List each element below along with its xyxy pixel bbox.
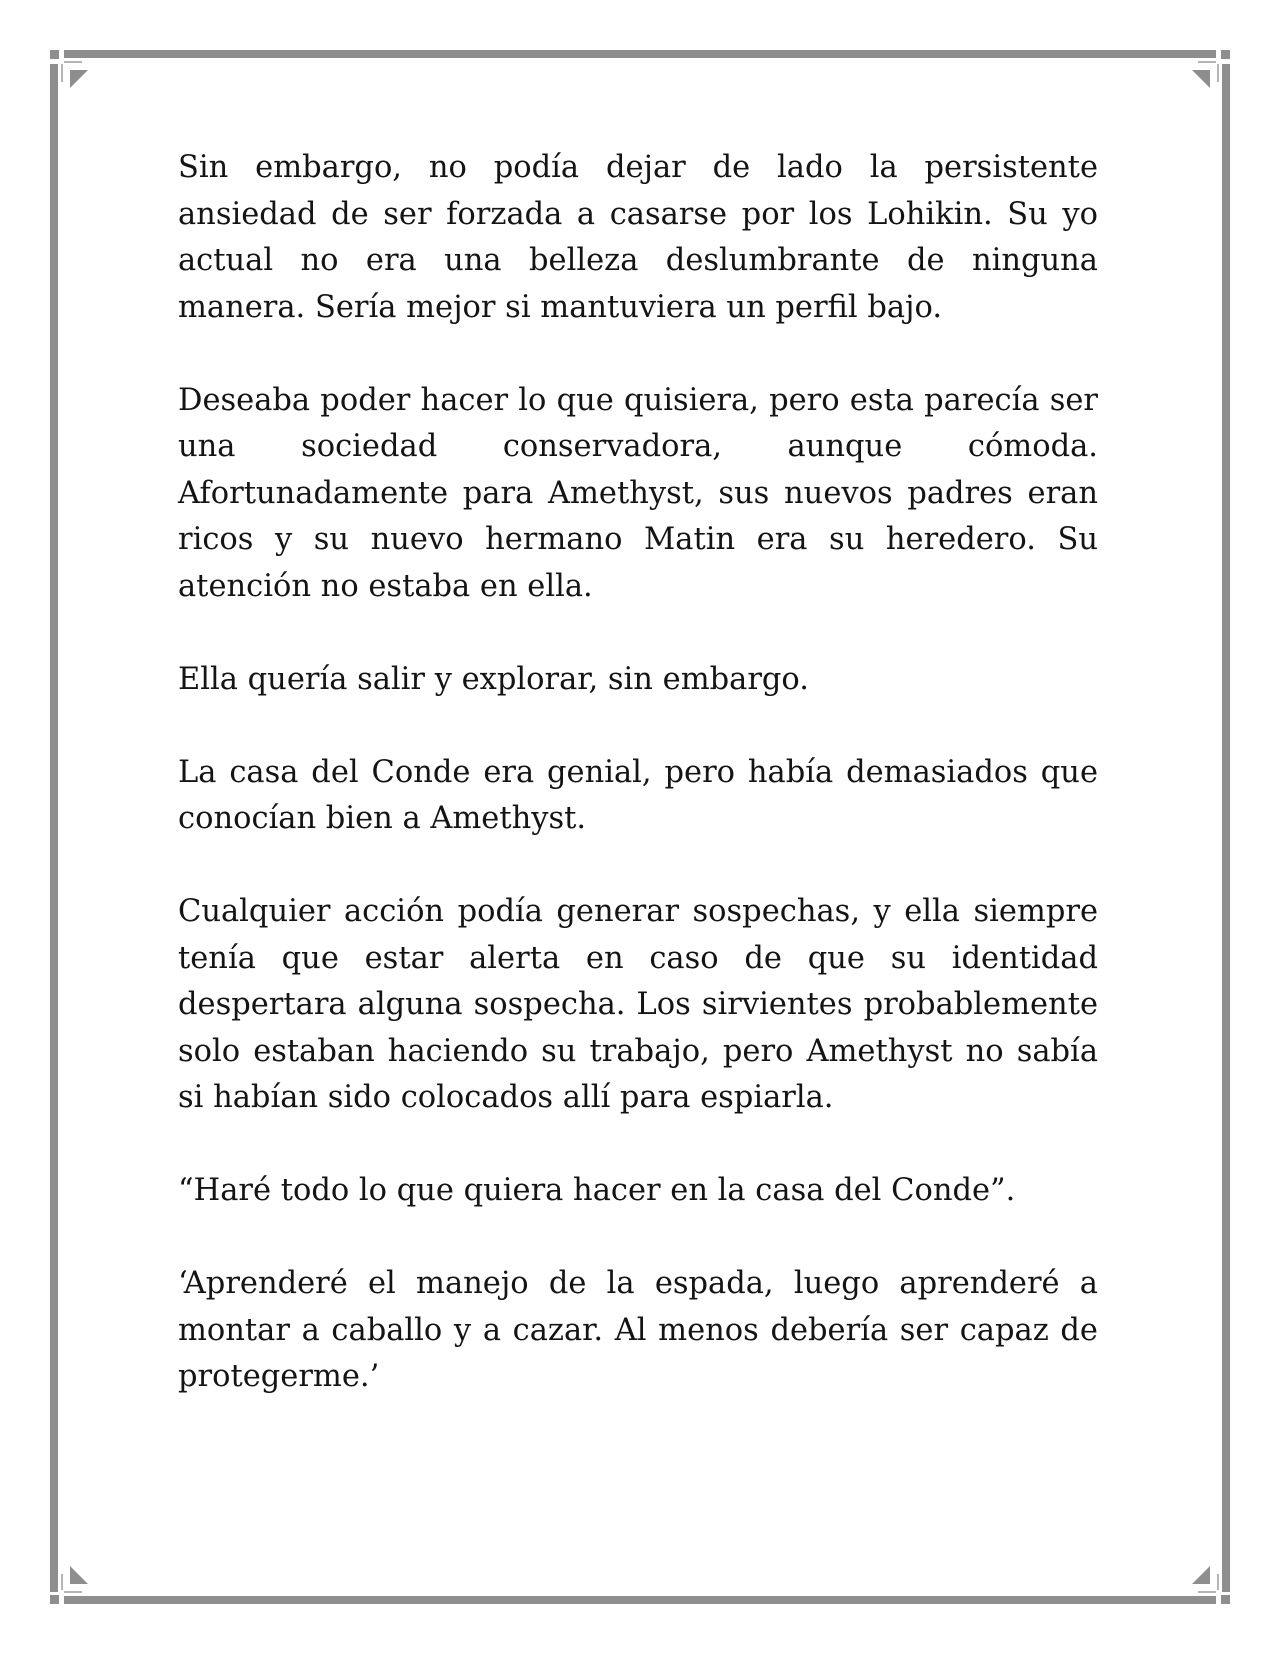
corner-triangle-br [1192, 1566, 1210, 1584]
corner-triangle-bl [70, 1566, 88, 1584]
paragraph-5: Cualquier acción podía generar sospechas, y ella siempre tenía que estar alerta en caso de que su identidad despertara alguna sospecha. Los sirvientes probablemente solo estaban haciendo su trabajo, pero Amethyst no sabía si habían sido colocados allí para espiarla. [178, 894, 1098, 1115]
corner-square-br [1221, 1595, 1230, 1604]
body-text [178, 145, 1098, 1401]
paragraph-3: Ella quería salir y explorar, sin embargo. [178, 661, 809, 697]
paragraph-1: Sin embargo, no podía dejar de lado la persistente ansiedad de ser forzada a casarse por los Lohikin. Su yo actual no era una belleza deslumbrante de ninguna manera. Sería mejor si mantuviera un perfil bajo. [178, 150, 1098, 325]
corner-triangle-tr [1192, 70, 1210, 88]
border-right [1222, 64, 1230, 1592]
border-bottom [64, 1596, 1216, 1604]
corner-square-bl [50, 1595, 59, 1604]
paragraph-4: La casa del Conde era genial, pero había demasiados que conocían bien a Amethyst. [178, 754, 1098, 836]
corner-square-tr [1221, 50, 1230, 59]
paragraph-7: ‘Aprenderé el manejo de la espada, luego aprenderé a montar a caballo y a cazar. Al menos debería ser capaz de protegerme.’ [178, 1266, 1098, 1394]
corner-square-tl [50, 50, 59, 59]
border-top [64, 50, 1216, 58]
paragraph-2: Deseaba poder hacer lo que quisiera, pero esta parecía ser una sociedad conservadora, aunque cómoda. Afortunadamente para Amethyst, sus nuevos padres eran ricos y su nuevo hermano Matin era su heredero. Su atención no estaba en ella. [178, 382, 1098, 604]
corner-triangle-tl [70, 70, 88, 88]
border-left [50, 64, 58, 1592]
paragraph-6: “Haré todo lo que quiera hacer en la casa del Conde”. [178, 1173, 1016, 1208]
